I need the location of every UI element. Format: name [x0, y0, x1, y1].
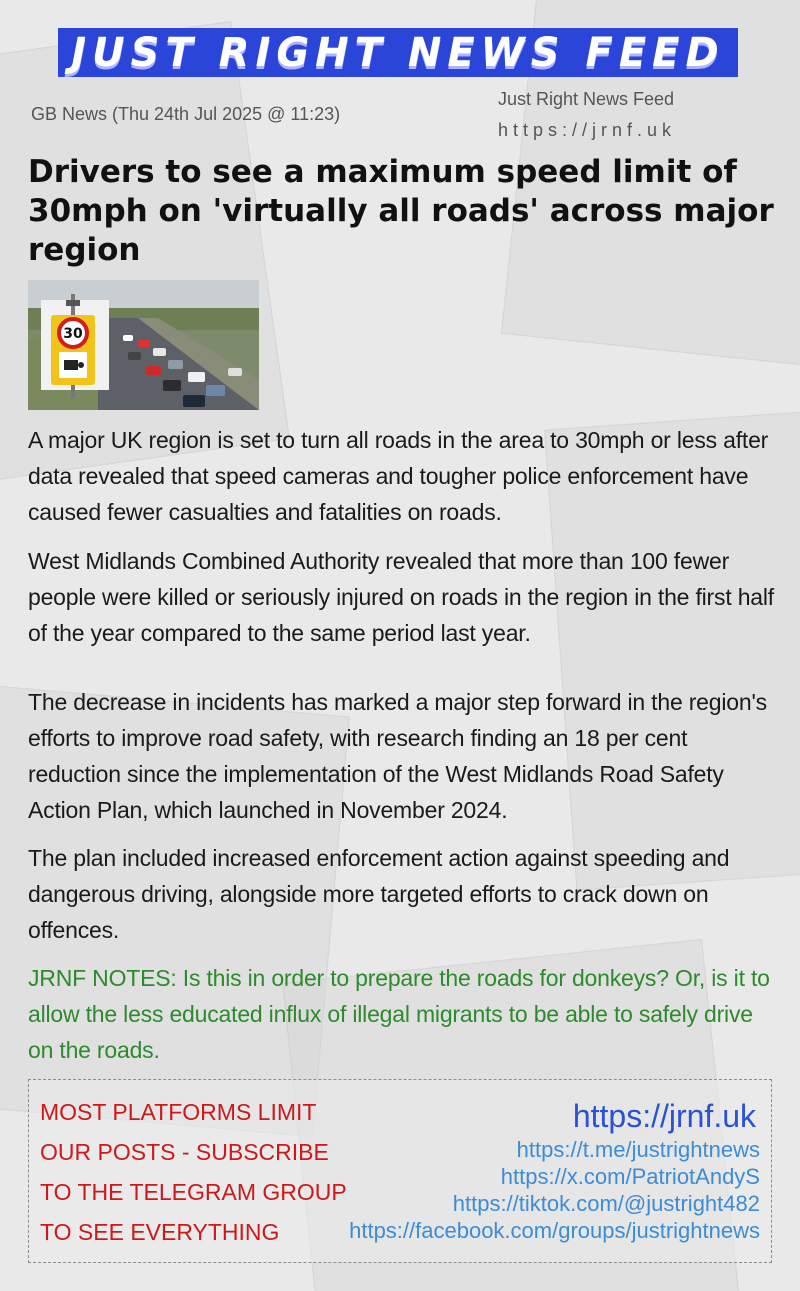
tiktok-link[interactable]: https://tiktok.com/@justright482: [452, 1191, 760, 1216]
site-banner: [58, 28, 738, 77]
editor-notes: JRNF NOTES: Is this in order to prepare the roads for donkeys? Or, is it to allow the less educated influx of illegal migrants to be able to safely drive on the roads.: [28, 965, 770, 1063]
x-link[interactable]: https://x.com/PatriotAndyS: [500, 1164, 760, 1189]
callout-line: MOST PLATFORMS LIMIT: [40, 1099, 317, 1125]
article-paragraph: A major UK region is set to turn all roads in the area to 30mph or less after data revealed that speed cameras and tougher police enforcement have caused fewer casualties and fatalities on roads.: [28, 427, 769, 525]
website-link[interactable]: https://jrnf.uk: [572, 1098, 756, 1134]
subscribe-footer: [28, 1079, 772, 1263]
article-paragraph: The decrease in incidents has marked a major step forward in the region's efforts to improve road safety, with research finding an 18 per cent reduction since the implementation of the West Midlands Road Safety Action Plan, which launched in November 2024.: [28, 689, 767, 823]
article-paragraph: The plan included increased enforcement action against speeding and dangerous driving, alongside more targeted efforts to crack down on offences.: [28, 845, 730, 943]
social-links: [349, 1096, 760, 1244]
callout-line: OUR POSTS - SUBSCRIBE: [40, 1139, 329, 1165]
brand-name: Just Right News Feed: [498, 89, 675, 109]
article-paragraph: West Midlands Combined Authority revealed that more than 100 fewer people were killed or seriously injured on roads in the region in the first half of the year compared to the same period last year.: [28, 548, 774, 646]
speed-sign-number: 30: [63, 326, 83, 342]
source-dateline: GB News (Thu 24th Jul 2025 @ 11:23): [31, 104, 341, 124]
callout-line: TO SEE EVERYTHING: [40, 1219, 280, 1245]
article-photo: [28, 280, 259, 410]
subscribe-callout: [40, 1092, 347, 1252]
telegram-link[interactable]: https://t.me/justrightnews: [516, 1137, 760, 1162]
brand-url: https://jrnf.uk: [498, 120, 677, 140]
banner-title: JUST RIGHT NEWS FEED: [71, 29, 725, 76]
callout-line: TO THE TELEGRAM GROUP: [40, 1179, 347, 1205]
facebook-link[interactable]: https://facebook.com/groups/justrightnews: [349, 1218, 760, 1243]
article-headline: Drivers to see a maximum speed limit of 30mph on 'virtually all roads' across major region: [28, 154, 774, 268]
